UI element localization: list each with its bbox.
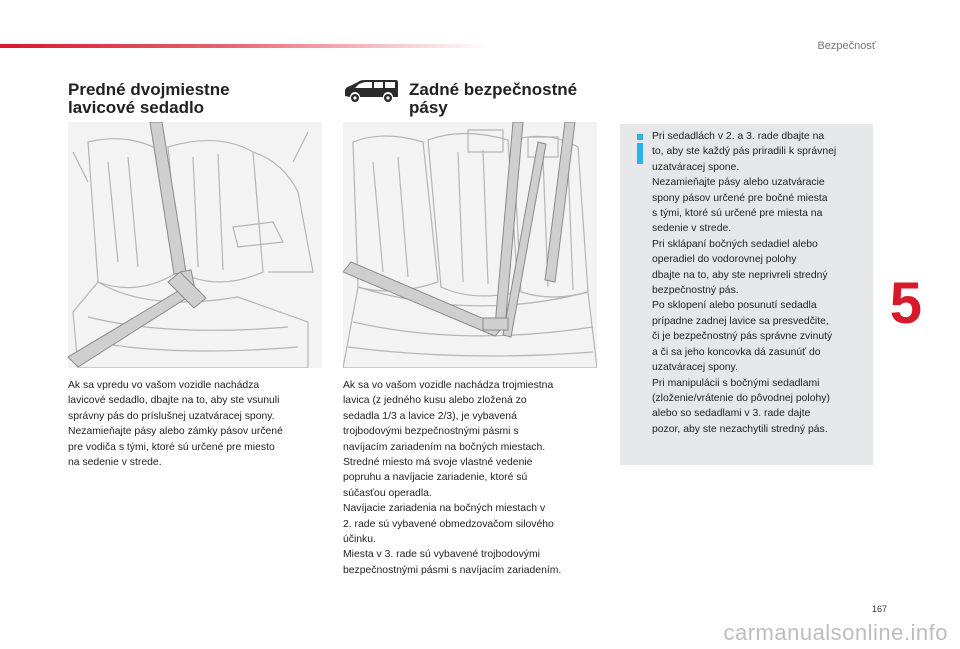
page-number: 167: [871, 604, 887, 614]
info-box: [620, 124, 873, 465]
chapter-number: 5: [889, 271, 922, 336]
header-accent-bar: [0, 44, 490, 48]
front-bench-title: Predné dvojmiestne lavicové sedadlo: [68, 80, 230, 117]
section-label: Bezpečnosť: [817, 40, 876, 52]
rear-seat-belts-illustration: [343, 122, 597, 368]
front-bench-body-text: Ak sa vpredu vo vašom vozidle nachádza lavicové sedadlo, dbajte na to, aby ste vsunuli správny pás do príslušnej uzatváracej spony. Nezamieňajte pásy alebo zámky pásov určené pre vodiča s tými, ktoré sú určené pre miesto na sedenie v strede.: [68, 380, 283, 469]
front-bench-seat-drawing: [68, 122, 322, 368]
rear-belts-title: Zadné bezpečnostné pásy: [409, 80, 578, 117]
watermark-text: carmanualsonline.info: [723, 620, 948, 645]
info-icon: [634, 134, 646, 164]
rear-belts-body-text: Ak sa vo vašom vozidle nachádza trojmiestna lavica (z jedného kusu alebo zložená zo sedadla 1/3 a lavice 2/3), je vybavená trojbodovými bezpečnostnými pásmi s navíjacím zariadením na bočných miestach. Stredné miesto má svoje vlastné vedenie popruhu a navíjacie zariadenie, ktoré sú súčasťou operadla. Navíjacie zariadenia na bočných miestach v 2. rade sú vybavené obmedzovačom silového účinku. Miesta v 3. rade sú vybavené trojbodovými bezpečnostnými pásmi s navíjacím zariadením.: [343, 380, 562, 576]
front-bench-seat-illustration: [68, 122, 322, 368]
info-box-text: Pri sedadlách v 2. a 3. rade dbajte na to, aby ste každý pás priradili k správnej uzatváracej spone. Nezamieňajte pásy alebo uzatváracie spony pásov určené pre bočné miesta s tými, ktoré sú určené pre miesta na sedenie v strede. Pri sklápaní bočných sedadiel alebo operadiel do vodorovnej polohy dbajte na to, aby ste neprivreli stredný bezpečnostný pás. Po sklopení alebo posunutí sedadla prípadne zadnej lavice sa presvedčite, či je bezpečnostný pás správne zvinutý a či sa jeho koncovka dá zasunúť do uzatváracej spony. Pri manipulácii s bočnými sedadlami (zloženie/vrátenie do pôvodnej polohy) alebo so sedadlami v 3. rade dajte pozor, aby ste nezachytili stredný pás.: [652, 131, 837, 435]
rear-seat-belts-drawing: [343, 122, 597, 368]
van-icon: [343, 79, 400, 103]
